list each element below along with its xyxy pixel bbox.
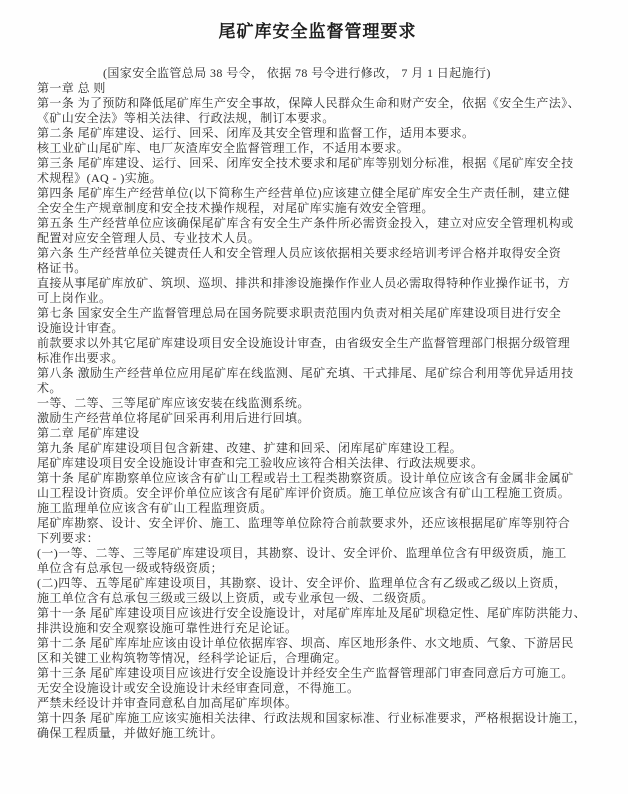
doc-line: 可上岗作业。 [37,291,112,305]
doc-line: 第九条 尾矿库建设项目包含新建、改建、扩建和回采、闭库尾矿库建设工程。 [37,441,463,455]
doc-line: 区和关键工业构筑物等情况，经科学论证后，合理确定。 [37,651,348,665]
doc-line: (二)四等、五等尾矿库建设项目，其勘察、设计、安全评价、监理单位含有乙级或乙级以上资质， [37,576,567,590]
doc-line: 第十三条 尾矿库建设项目应该进行安全设施设计并经安全生产监督管理部门审查同意后方可施工。 [37,666,574,680]
doc-line: 直接从事尾矿库放矿、筑坝、巡坝、排洪和排渗设施操作作业人员必需取得特种作业操作证书，方 [37,276,571,290]
doc-line: 第八条 激励生产经营单位应用尾矿库在线监测、尾矿充填、干式排尾、尾矿综合利用等优异适用技 [37,366,574,380]
doc-line: 第二章 尾矿库建设 [37,426,140,440]
doc-line: 格证书。 [37,261,87,275]
doc-line: 第二条 尾矿库建设、运行、回采、闭库及其安全管理和监督工作，适用本要求。 [37,126,475,140]
doc-line: 设施设计审查。 [37,321,124,335]
doc-line: 尾矿库建设项目安全设施设计审查和完工验收应该符合相关法律、行政法规要求。 [37,456,484,470]
doc-line: 第十四条 尾矿库施工应该实施相关法律、行政法规和国家标准、行业标准要求，严格根据设计施工， [37,711,587,725]
document-subtitle: (国家安全监管总局 38 号令， 依据 78 号令进行修改， 7 月 1 日起施行) [103,66,491,80]
doc-line: 第一章 总 则 [37,81,106,95]
doc-line: 全安全生产规章制度和安全技术操作规程，对尾矿库实施有效安全管理。 [37,201,434,215]
doc-line: 施工监理单位应该含有矿山工程监理资质。 [37,501,273,515]
doc-line: (一)一等、二等、三等尾矿库建设项目，其勘察、设计、安全评价、监理单位含有甲级资质，施工 [37,546,567,560]
doc-line: 标准作出要求。 [37,351,124,365]
doc-line: 术规程》(AQ - )实施。 [37,171,162,185]
doc-line: 第一条 为了预防和降低尾矿库生产安全事故，保障人民群众生命和财产安全，依据《安全生产法》、 [37,96,581,110]
doc-line: 核工业矿山尾矿库、电厂灰渣库安全监督管理工作，不适用本要求。 [37,141,410,155]
doc-line: 单位含有总承包一级或特级资质； [37,561,224,575]
doc-line: 山工程设计资质。安全评价单位应该含有尾矿库评价资质。施工单位应该含有矿山工程施工资质。 [37,486,571,500]
doc-line: 第十一条 尾矿库建设项目应该进行安全设施设计，对尾矿库库址及尾矿坝稳定性、尾矿库防洪能力、 [37,606,587,620]
doc-line: 第三条 尾矿库建设、运行、回采、闭库安全技术要求和尾矿库等别划分标准，根据《尾矿库安全技 [37,156,574,170]
doc-line: 第四条 尾矿库生产经营单位(以下简称生产经营单位)应该建立健全尾矿库安全生产责任制，建立健 [37,186,570,200]
doc-line: 一等、二等、三等尾矿库应该安装在线监测系统。 [37,396,310,410]
doc-line: 严禁未经设计并审查同意私自加高尾矿库坝体。 [37,696,298,710]
doc-line: 《矿山安全法》等相关法律、行政法规，制订本要求。 [37,111,335,125]
doc-line: 无安全设施设计或安全设施设计未经审查同意，不得施工。 [37,681,360,695]
document-body [37,81,598,741]
doc-line: 第五条 生产经营单位应该确保尾矿库含有安全生产条件所必需资金投入，建立对应安全管理机构或 [37,216,574,230]
doc-line: 下列要求： [37,531,100,545]
doc-line: 配置对应安全管理人员、专业技术人员。 [37,231,261,245]
doc-line: 术。 [37,381,62,395]
doc-line: 第十二条 尾矿库库址应该由设计单位依据库容、坝高、库区地形条件、水文地质、气象、下游居民 [37,636,574,650]
doc-line: 第十条 尾矿库勘察单位应该含有矿山工程或岩土工程类勘察资质。设计单位应该含有金属非金属矿 [37,471,574,485]
doc-line: 激励生产经营单位将尾矿回采再利用后进行回填。 [37,411,310,425]
doc-line: 确保工程质量，并做好施工统计。 [37,726,224,740]
doc-line: 第六条 生产经营单位关键责任人和安全管理人员应该依据相关要求经培训考评合格并取得安全资 [37,246,562,260]
doc-line: 前款要求以外其它尾矿库建设项目安全设施设计审查，由省级安全生产监督管理部门根据分级管理 [37,336,571,350]
doc-line: 尾矿库勘察、设计、安全评价、施工、监理等单位除符合前款要求外，还应该根据尾矿库等别符合 [37,516,571,530]
doc-line: 施工单位含有总承包三级或三级以上资质，或专业承包一级、二级资质。 [37,591,434,605]
doc-line: 第七条 国家安全生产监督管理总局在国务院要求职责范围内负责对相关尾矿库建设项目进行安全 [37,306,562,320]
page-title: 尾矿库安全监督管理要求 [218,22,417,41]
doc-line: 排洪设施和安全观察设施可靠性进行充足论证。 [37,621,298,635]
